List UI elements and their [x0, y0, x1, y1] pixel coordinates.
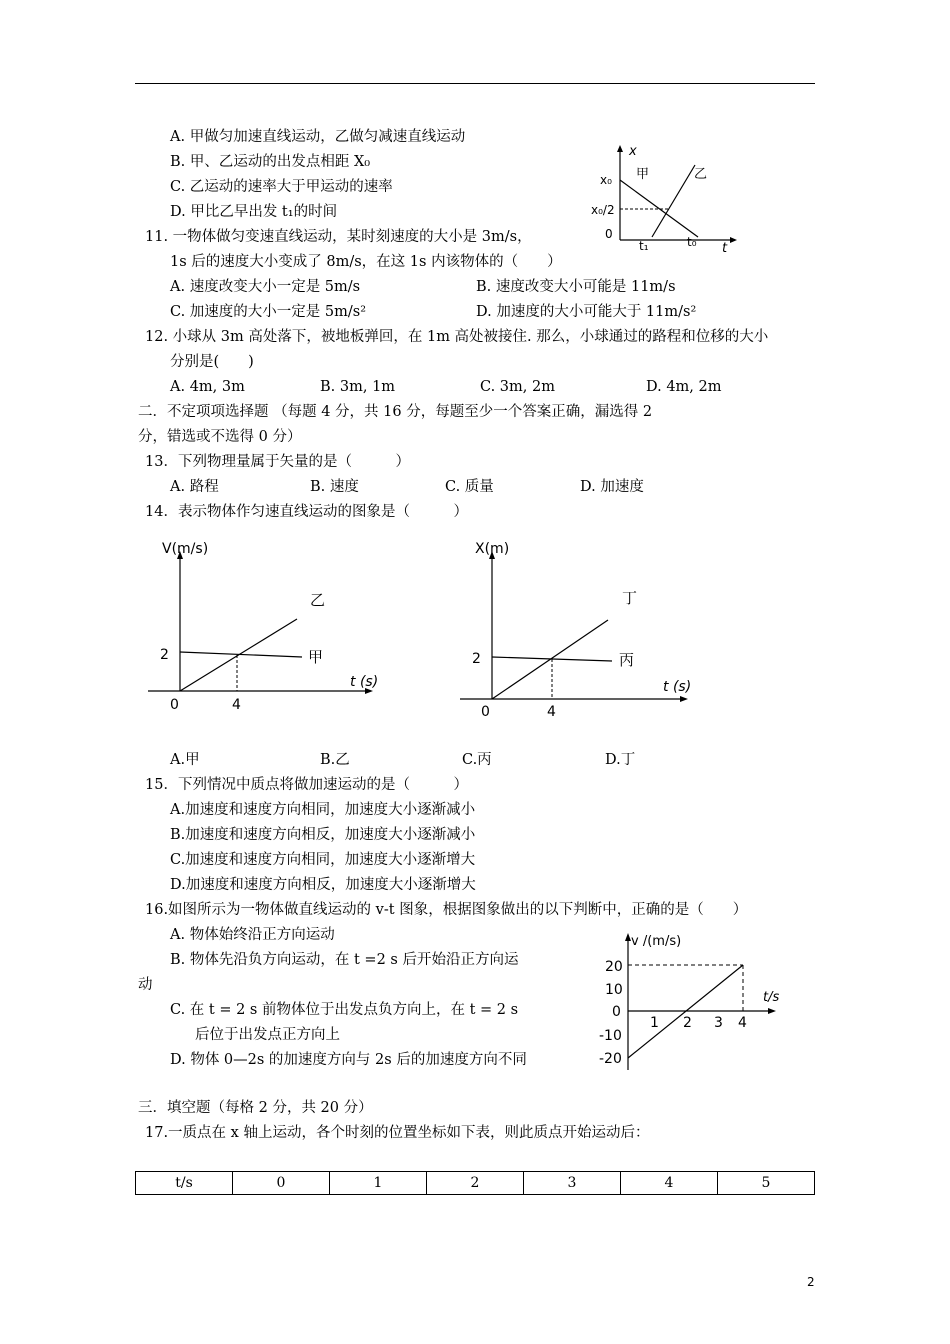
q15-option-a: A.加速度和速度方向相同，加速度大小逐渐减小	[170, 802, 476, 818]
section2-heading-1: 二．不定项项选择题 （每题 4 分，共 16 分，每题至少一个答案正确，漏选得 2	[138, 404, 653, 420]
q13-option-b: B. 速度	[310, 479, 359, 495]
position-table	[135, 1171, 815, 1195]
q15-option-c: C.加速度和速度方向相同，加速度大小逐渐增大	[170, 852, 476, 868]
section3-heading: 三．填空题（每格 2 分，共 20 分）	[138, 1100, 373, 1116]
option-a: A. 甲做匀加速直线运动，乙做匀减速直线运动	[170, 129, 466, 145]
xt-x0-half: x₀/2	[591, 203, 615, 217]
vt-x-label: t (s)	[350, 674, 379, 690]
table-row	[136, 1172, 815, 1195]
vt-x-tick: 4	[232, 697, 241, 713]
option-c: C. 乙运动的速率大于甲运动的速率	[170, 179, 393, 195]
q16-xtick-4: 4	[738, 1015, 747, 1031]
vt-origin: 0	[170, 697, 179, 713]
xt-graph-right	[455, 535, 700, 725]
q15-stem: 15．下列情况中质点将做加速运动的是（ ）	[145, 777, 468, 793]
q16-ytick-20: 20	[605, 959, 623, 975]
xt-t1: t₁	[639, 239, 649, 253]
vt-line-slope: 乙	[310, 591, 326, 609]
q11-option-d: D. 加速度的大小可能大于 11m/s²	[476, 304, 697, 320]
q11-stem-2: 1s 后的速度大小变成了 8m/s，在这 1s 内该物体的（ ）	[170, 254, 562, 270]
q16-ytick-neg20: -20	[599, 1051, 622, 1067]
xt-x0: x₀	[600, 173, 612, 187]
q12-stem-1: 12. 小球从 3m 高处落下，被地板弹回，在 1m 高处被接住. 那么，小球通过的路程和位移的大小	[145, 329, 769, 345]
q12-option-a: A. 4m, 3m	[170, 379, 245, 395]
q12-stem-2: 分别是( )	[170, 354, 254, 370]
q16-ytick-10: 10	[605, 982, 623, 998]
q16-graph-y-label: v /(m/s)	[631, 934, 682, 949]
q13-option-a: A. 路程	[170, 479, 219, 495]
table-cell: 4	[621, 1172, 718, 1195]
q16-option-a: A. 物体始终沿正方向运动	[170, 927, 335, 943]
option-d: D. 甲比乙早出发 t₁的时间	[170, 204, 338, 220]
page-number: 2	[807, 1275, 815, 1289]
q12-option-c: C. 3m, 2m	[480, 379, 555, 395]
xt-y-label: x	[629, 144, 637, 159]
q16-stem: 16.如图所示为一物体做直线运动的 v-t 图象，根据图象做出的以下判断中，正确的是（ ）	[145, 902, 748, 918]
q12-option-d: D. 4m, 2m	[646, 379, 722, 395]
q11-option-b: B. 速度改变大小可能是 11m/s	[476, 279, 676, 295]
q16-xtick-2: 2	[683, 1015, 692, 1031]
xt-x-label: t	[722, 241, 728, 256]
table-cell: 0	[233, 1172, 330, 1195]
table-cell: 3	[524, 1172, 621, 1195]
table-cell: 5	[718, 1172, 815, 1195]
q12-option-b: B. 3m, 1m	[320, 379, 396, 395]
q13-stem: 13．下列物理量属于矢量的是（ ）	[145, 454, 410, 470]
q16-graph-x-label: t/s	[763, 990, 780, 1005]
q14-option-b: B.乙	[320, 752, 350, 768]
q13-option-c: C. 质量	[445, 479, 494, 495]
q14-stem: 14．表示物体作匀速直线运动的图象是（ ）	[145, 504, 468, 520]
q16-xtick-3: 3	[714, 1015, 723, 1031]
xt2-x-label: t (s)	[663, 679, 692, 695]
vt-y-tick: 2	[160, 647, 169, 663]
header-rule	[135, 83, 815, 84]
xt2-origin: 0	[481, 704, 490, 720]
q14-option-d: D.丁	[605, 752, 636, 768]
option-b: B. 甲、乙运动的出发点相距 X₀	[170, 154, 371, 170]
table-cell: t/s	[136, 1172, 233, 1195]
vt-y-label: V(m/s)	[162, 541, 209, 557]
q16-ytick-neg10: -10	[599, 1028, 622, 1044]
xt2-line-slope: 丁	[622, 589, 638, 607]
table-cell: 1	[330, 1172, 427, 1195]
q13-option-d: D. 加速度	[580, 479, 644, 495]
q11-stem-1: 11. 一物体做匀变速直线运动，某时刻速度的大小是 3m/s，	[145, 229, 532, 245]
q16-option-c-2: 后位于出发点正方向上	[195, 1027, 340, 1043]
q16-option-c-1: C. 在 t = 2 s 前物体位于出发点负方向上，在 t = 2 s	[170, 1002, 519, 1018]
q16-option-b-1: B. 物体先沿负方向运动，在 t =2 s 后开始沿正方向运	[170, 952, 519, 968]
q16-vt-graph	[595, 925, 800, 1075]
q16-ytick-0: 0	[612, 1004, 621, 1020]
q11-option-c: C. 加速度的大小一定是 5m/s²	[170, 304, 367, 320]
xt-origin: 0	[605, 227, 613, 241]
xt-line-a: 甲	[636, 167, 650, 182]
xt-graph	[585, 140, 745, 255]
q16-option-d: D. 物体 0—2s 的加速度方向与 2s 后的加速度方向不同	[170, 1052, 527, 1068]
q16-option-b-2: 动	[138, 977, 153, 993]
xt2-line-flat: 丙	[619, 651, 635, 669]
table-cell: 2	[427, 1172, 524, 1195]
vt-line-flat: 甲	[308, 648, 324, 666]
vt-graph-left	[140, 535, 385, 720]
q11-option-a: A. 速度改变大小一定是 5m/s	[170, 279, 361, 295]
xt2-y-tick: 2	[472, 651, 481, 667]
q16-xtick-1: 1	[650, 1015, 659, 1031]
q14-option-c: C.丙	[462, 752, 492, 768]
section2-heading-2: 分，错选或不选得 0 分）	[138, 429, 302, 445]
q15-option-b: B.加速度和速度方向相反，加速度大小逐渐减小	[170, 827, 476, 843]
xt2-x-tick: 4	[547, 704, 556, 720]
xt-t0: t₀	[687, 235, 697, 249]
xt2-y-label: X(m)	[475, 541, 510, 557]
q17-stem: 17.一质点在 x 轴上运动，各个时刻的位置坐标如下表，则此质点开始运动后：	[145, 1125, 650, 1141]
q15-option-d: D.加速度和速度方向相反，加速度大小逐渐增大	[170, 877, 476, 893]
q14-option-a: A.甲	[170, 752, 200, 768]
xt-line-b: 乙	[694, 167, 708, 182]
